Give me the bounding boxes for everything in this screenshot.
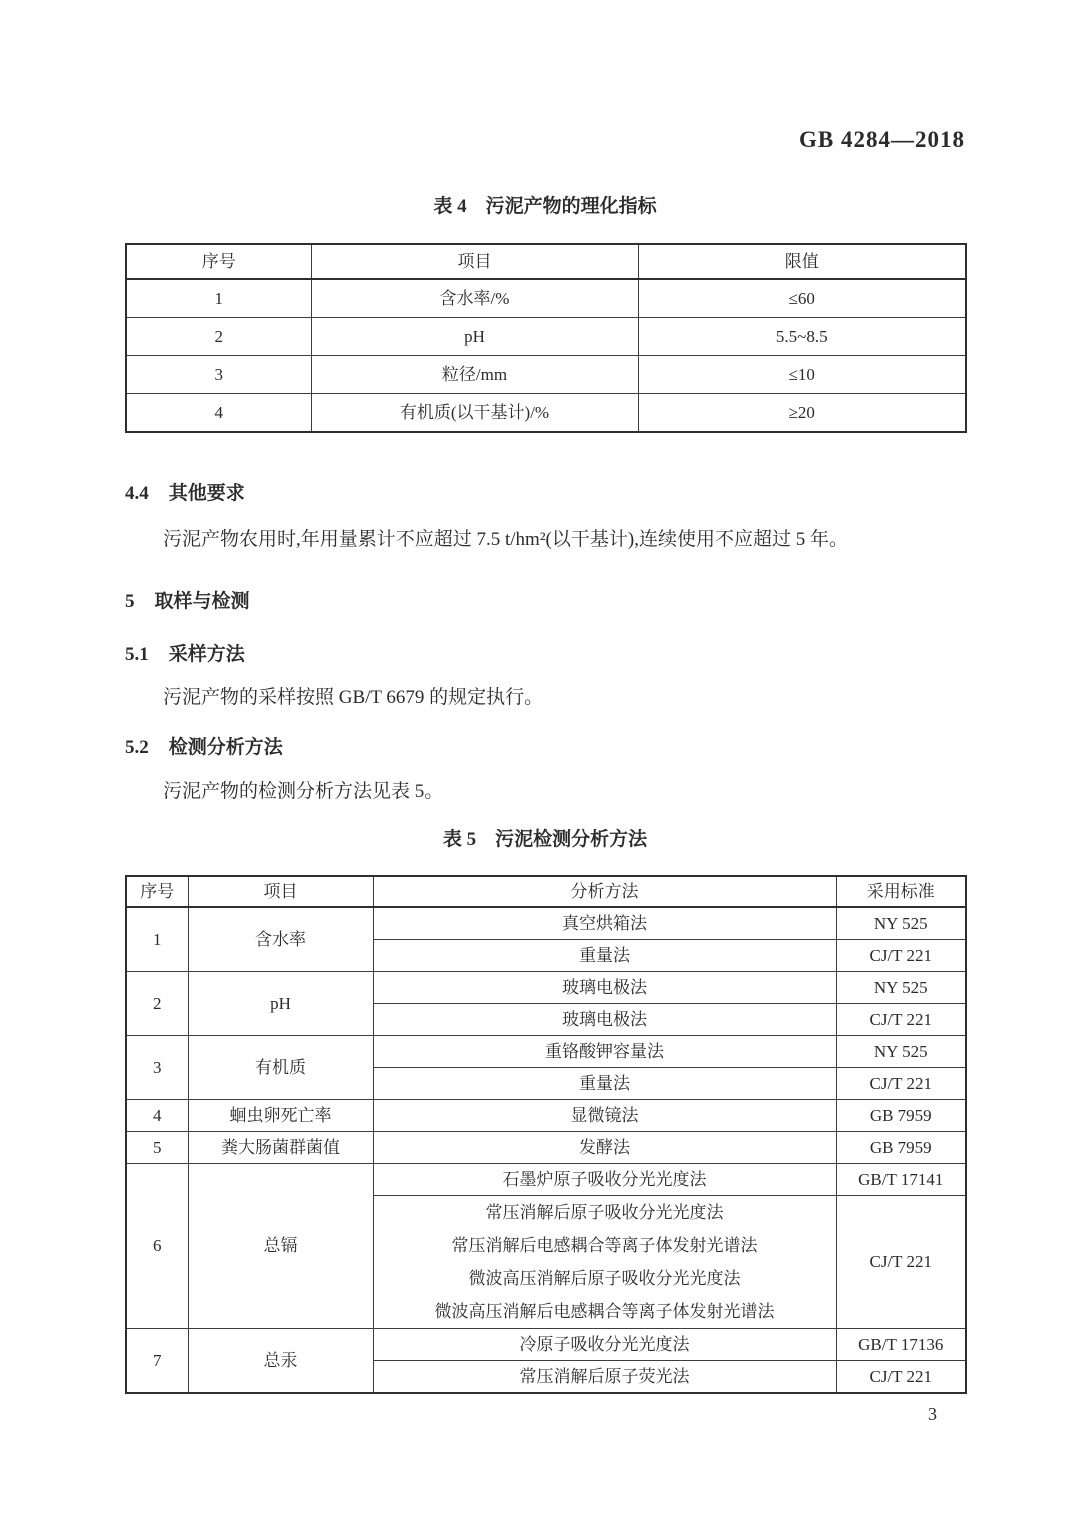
column-header: 序号 <box>126 244 311 279</box>
standard-cell: NY 525 <box>836 1036 966 1068</box>
standard-cell: CJ/T 221 <box>836 1068 966 1100</box>
table-row <box>126 876 966 907</box>
column-header: 序号 <box>126 876 188 907</box>
row-number-cell: 4 <box>126 394 311 433</box>
item-cell: 含水率/% <box>311 279 638 318</box>
section-number: 5.2 <box>125 737 149 758</box>
section-5-2-heading <box>125 732 283 759</box>
method-cell: 玻璃电极法 <box>373 1004 836 1036</box>
standard-cell: CJ/T 221 <box>836 940 966 972</box>
standard-cell: GB/T 17141 <box>836 1164 966 1196</box>
method-line: 微波高压消解后电感耦合等离子体发射光谱法 <box>434 1302 775 1321</box>
column-header: 项目 <box>188 876 373 907</box>
method-cell: 真空烘箱法 <box>373 907 836 940</box>
table-row <box>126 972 966 1004</box>
section-title: 采样方法 <box>168 644 245 665</box>
section-4-4-paragraph: 污泥产物农用时,年用量累计不应超过 7.5 t/hm²(以干基计),连续使用不应超过 5 年。 <box>163 529 848 550</box>
standard-code: GB 4284—2018 <box>799 127 965 152</box>
table-row <box>126 244 966 279</box>
row-number-cell: 5 <box>126 1132 188 1164</box>
method-line: 常压消解后原子吸收分光光度法 <box>485 1203 724 1222</box>
item-cell: 粒径/mm <box>311 356 638 394</box>
row-number-cell: 2 <box>126 318 311 356</box>
table-row <box>126 1132 966 1164</box>
table4-header-row <box>126 244 966 279</box>
table4-body <box>126 279 966 432</box>
row-number-cell: 4 <box>126 1100 188 1132</box>
row-number-cell: 6 <box>126 1164 188 1329</box>
table-row <box>126 1100 966 1132</box>
item-cell: 总汞 <box>188 1329 373 1394</box>
standard-cell: GB 7959 <box>836 1100 966 1132</box>
section-title: 检测分析方法 <box>168 737 283 758</box>
limit-cell: ≤60 <box>638 279 966 318</box>
limit-cell: ≥20 <box>638 394 966 433</box>
section-5-1-heading <box>125 639 245 666</box>
table-row <box>126 318 966 356</box>
item-cell: 有机质(以干基计)/% <box>311 394 638 433</box>
column-header: 限值 <box>638 244 966 279</box>
row-number-cell: 1 <box>126 907 188 972</box>
row-number-cell: 2 <box>126 972 188 1036</box>
limit-cell: ≤10 <box>638 356 966 394</box>
method-cell <box>373 1196 836 1329</box>
table4-title: 表 4 污泥产物的理化指标 <box>433 196 657 217</box>
section-5-heading <box>125 586 250 613</box>
method-cell: 显微镜法 <box>373 1100 836 1132</box>
limit-cell: 5.5~8.5 <box>638 318 966 356</box>
standard-cell: NY 525 <box>836 907 966 940</box>
item-cell: 总镉 <box>188 1164 373 1329</box>
item-cell: 有机质 <box>188 1036 373 1100</box>
item-cell: pH <box>188 972 373 1036</box>
page-number: 3 <box>928 1404 937 1424</box>
item-cell: 蛔虫卵死亡率 <box>188 1100 373 1132</box>
standard-cell: GB/T 17136 <box>836 1329 966 1361</box>
section-4-4-heading <box>125 478 245 505</box>
method-cell: 冷原子吸收分光光度法 <box>373 1329 836 1361</box>
section-title: 取样与检测 <box>154 591 250 612</box>
standard-cell: CJ/T 221 <box>836 1361 966 1394</box>
table-row <box>126 1164 966 1196</box>
section-number: 4.4 <box>125 483 149 504</box>
method-cell: 重量法 <box>373 940 836 972</box>
row-number-cell: 7 <box>126 1329 188 1394</box>
item-cell: pH <box>311 318 638 356</box>
table-row <box>126 907 966 940</box>
table-row <box>126 394 966 433</box>
table5-body <box>126 907 966 1393</box>
table5 <box>125 875 967 1394</box>
column-header: 项目 <box>311 244 638 279</box>
item-cell: 粪大肠菌群菌值 <box>188 1132 373 1164</box>
row-number-cell: 3 <box>126 356 311 394</box>
standard-cell: GB 7959 <box>836 1132 966 1164</box>
item-cell: 含水率 <box>188 907 373 972</box>
method-line: 微波高压消解后原子吸收分光光度法 <box>468 1269 741 1288</box>
method-cell: 发酵法 <box>373 1132 836 1164</box>
column-header: 分析方法 <box>373 876 836 907</box>
method-cell: 常压消解后原子荧光法 <box>373 1361 836 1394</box>
row-number-cell: 3 <box>126 1036 188 1100</box>
standard-cell: NY 525 <box>836 972 966 1004</box>
table5-title: 表 5 污泥检测分析方法 <box>442 829 648 850</box>
section-title: 其他要求 <box>168 483 245 504</box>
section-5-1-paragraph: 污泥产物的采样按照 GB/T 6679 的规定执行。 <box>163 687 544 708</box>
table5-header-row <box>126 876 966 907</box>
section-number: 5 <box>125 591 135 612</box>
table4 <box>125 243 967 433</box>
method-cell: 重量法 <box>373 1068 836 1100</box>
row-number-cell: 1 <box>126 279 311 318</box>
method-line: 常压消解后电感耦合等离子体发射光谱法 <box>451 1236 758 1255</box>
section-5-2-paragraph: 污泥产物的检测分析方法见表 5。 <box>163 781 444 802</box>
table-row <box>126 1329 966 1361</box>
method-cell: 玻璃电极法 <box>373 972 836 1004</box>
table-row <box>126 279 966 318</box>
standard-cell: CJ/T 221 <box>836 1196 966 1329</box>
table-row <box>126 356 966 394</box>
column-header: 采用标准 <box>836 876 966 907</box>
table-row <box>126 1036 966 1068</box>
method-cell: 重铬酸钾容量法 <box>373 1036 836 1068</box>
standard-cell: CJ/T 221 <box>836 1004 966 1036</box>
section-number: 5.1 <box>125 644 149 665</box>
method-cell: 石墨炉原子吸收分光光度法 <box>373 1164 836 1196</box>
